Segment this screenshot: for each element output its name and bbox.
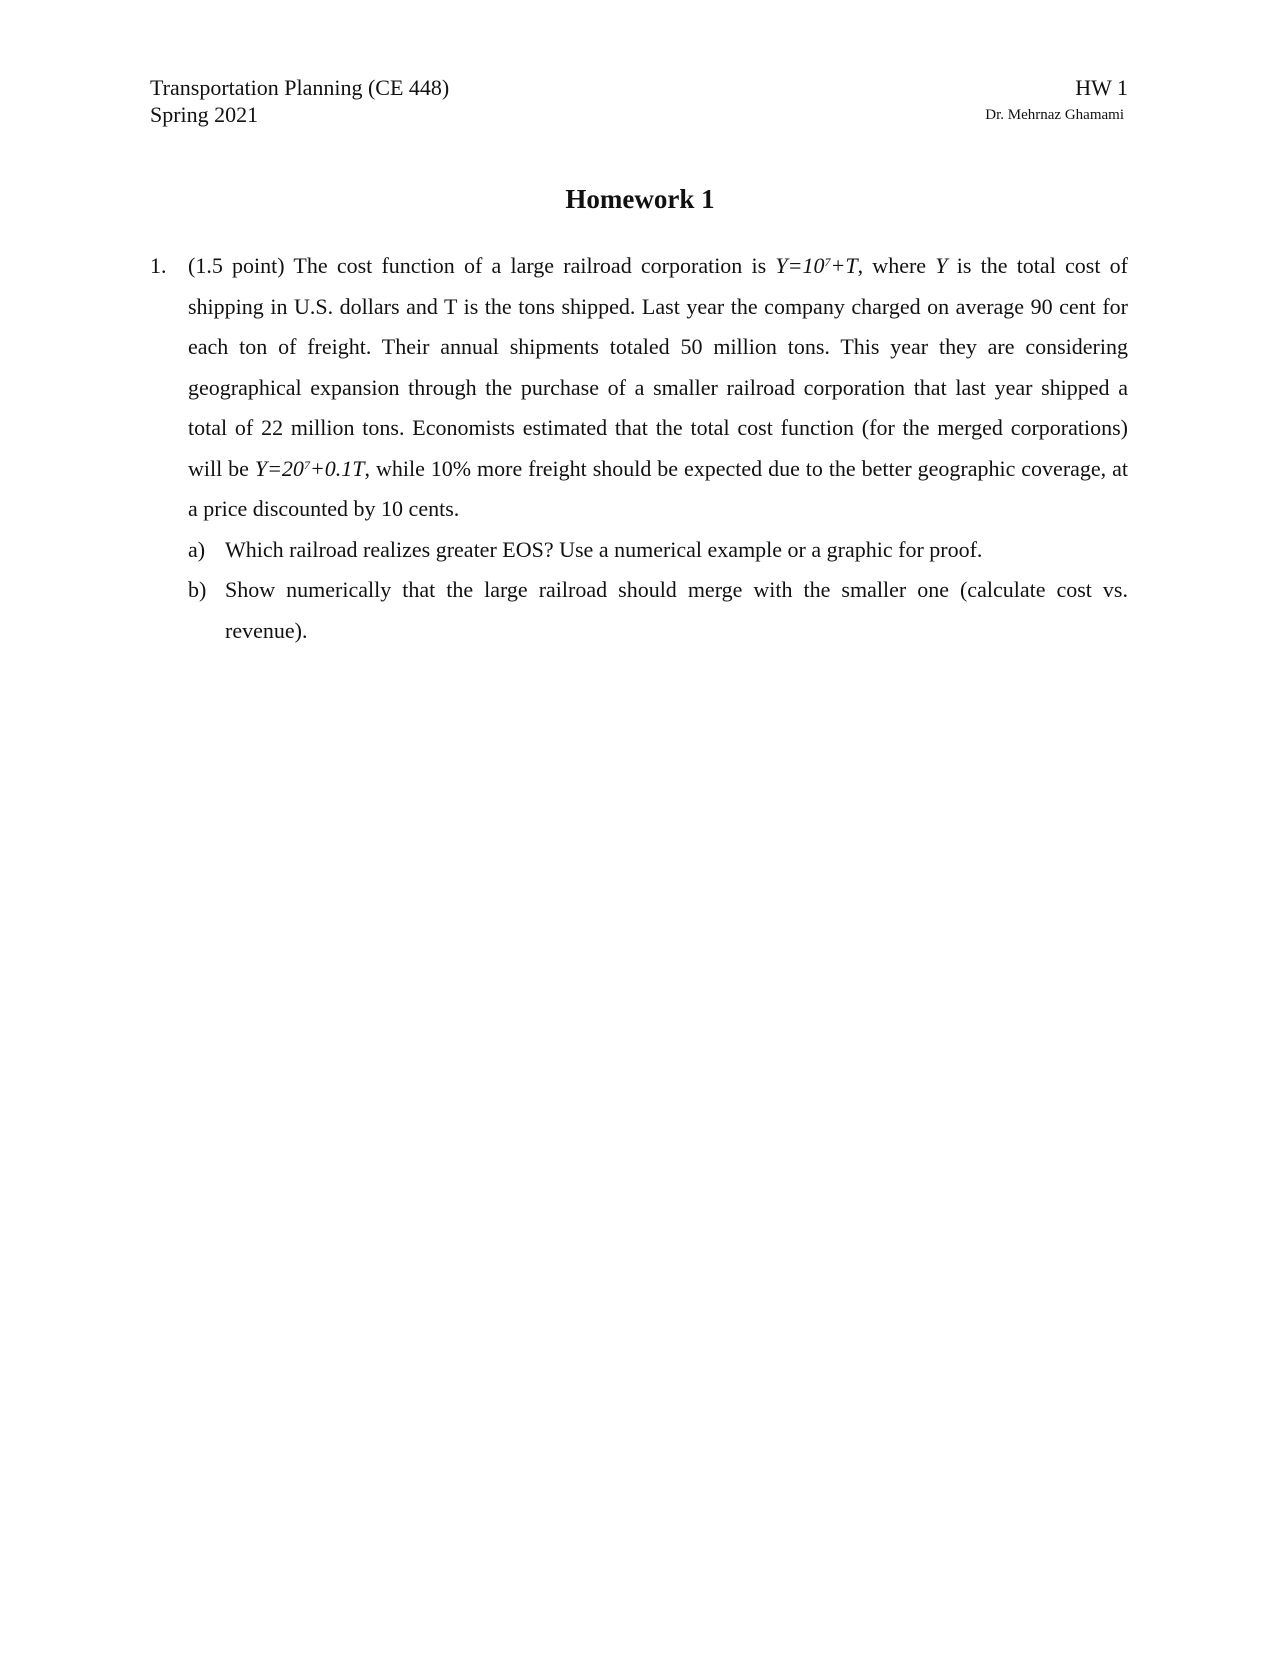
hw-label: HW 1 <box>1075 75 1128 100</box>
course-header <box>150 74 449 128</box>
question-body-1: is the total cost of shipping in U.S. dollars and T is the tons shipped. Last year the company charged on average 90 cent for each ton of freight. Their annual shipments totaled 50 million tons. This year they are considering geographical expansion through the purchase of a smaller railroad corporation that last year shipped a total of 22 million tons. Economists estimated that the total cost function (for the merged corporations) will be <box>188 253 1128 481</box>
cost-formula-merged: $Y=20^7+0.1T$ <box>254 455 365 481</box>
course-term: Spring 2021 <box>150 102 259 127</box>
question-intro: (1.5 point) The cost function of a large railroad corporation is <box>188 253 776 278</box>
where-text: , where <box>857 253 936 278</box>
sub-question-label: a) <box>188 536 206 562</box>
sub-question-text: Show numerically that the large railroad should merge with the smaller one (calculate cost vs. revenue). <box>225 577 1128 643</box>
question-1 <box>150 246 1128 651</box>
question-text <box>188 246 1128 530</box>
sub-question-text: Which railroad realizes greater EOS? Use a numerical example or a graphic for proof. <box>225 536 983 562</box>
sub-question-list <box>188 530 1128 652</box>
page-title: Homework 1 <box>565 184 715 214</box>
instructor-name: Dr. Mehrnaz Ghamami <box>985 107 1124 123</box>
course-name: Transportation Planning (CE 448) <box>150 75 450 100</box>
sub-question-label: b) <box>188 577 207 602</box>
question-number: 1. <box>150 253 167 278</box>
sub-question <box>188 530 1128 571</box>
cost-formula-large: $Y=10^7+T$ <box>775 253 858 278</box>
assignment-header <box>985 74 1128 125</box>
question-body-2: , while 10% more freight should be expected due to the better geographic coverage, at a price discounted by 10 cents. <box>188 455 1128 521</box>
variable-y: Y <box>935 253 948 278</box>
sub-question <box>188 570 1128 651</box>
